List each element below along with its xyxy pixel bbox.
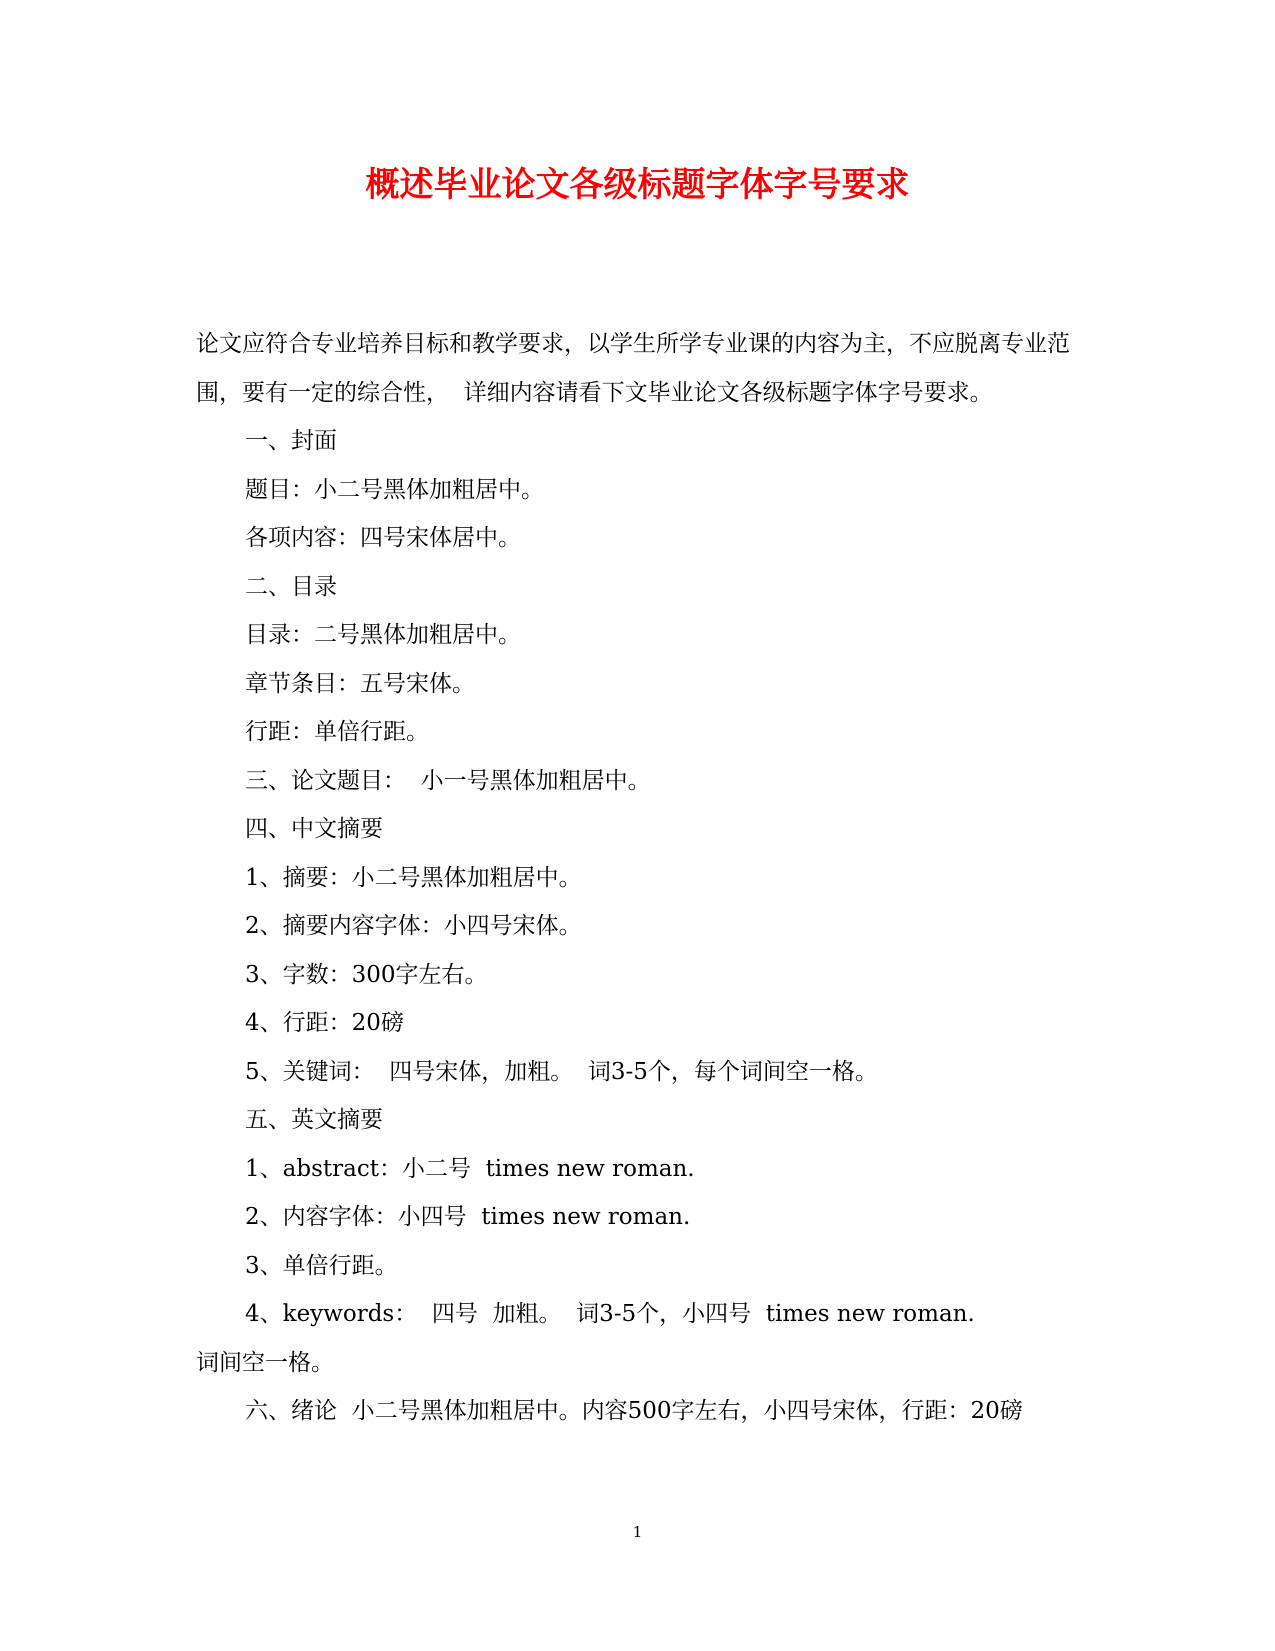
list-item: 2、内容字体：小四号 times new roman. [245,1204,691,1230]
section-heading-cover: 一、封面 [245,428,337,454]
list-item: 4、keywords： 四号 加粗。 词3-5个，小四号 times new roman. [245,1301,975,1327]
list-item: 4、行距：20磅 [245,1010,404,1036]
section-heading-introduction: 六、绪论 小二号黑体加粗居中。内容500字左右，小四号宋体，行距：20磅 [245,1398,1023,1424]
section-heading-toc: 二、目录 [245,573,337,600]
section-heading-thesis-title: 三、论文题目： 小一号黑体加粗居中。 [245,767,651,794]
document-body [196,320,1086,1436]
list-item: 1、摘要：小二号黑体加粗居中。 [245,864,582,891]
body-line: 章节条目：五号宋体。 [245,670,475,697]
section-heading-english-abstract: 五、英文摘要 [245,1107,383,1133]
list-item: 1、abstract：小二号 times new roman. [245,1155,695,1182]
list-item: 3、单倍行距。 [245,1252,398,1279]
section-heading-chinese-abstract: 四、中文摘要 [245,816,383,842]
intro-paragraph: 论文应符合专业培养目标和教学要求，以学生所学专业课的内容为主，不应脱离专业范围，要有一定的综合性， 详细内容请看下文毕业论文各级标题字体字号要求。 [196,331,1070,406]
list-item: 2、摘要内容字体：小四号宋体。 [245,913,582,939]
list-item: 5、关键词： 四号宋体，加粗。 词3-5个，每个词间空一格。 [245,1058,878,1085]
list-item-continuation: 词间空一格。 [196,1349,334,1376]
list-item: 3、字数：300字左右。 [245,961,488,988]
page-number: 1 [632,1523,643,1541]
body-line: 行距：单倍行距。 [245,719,429,745]
body-line: 题目：小二号黑体加粗居中。 [245,476,544,503]
document-title: 概述毕业论文各级标题字体字号要求 [365,165,910,205]
body-line: 各项内容：四号宋体居中。 [245,525,521,551]
body-line: 目录：二号黑体加粗居中。 [245,622,521,648]
